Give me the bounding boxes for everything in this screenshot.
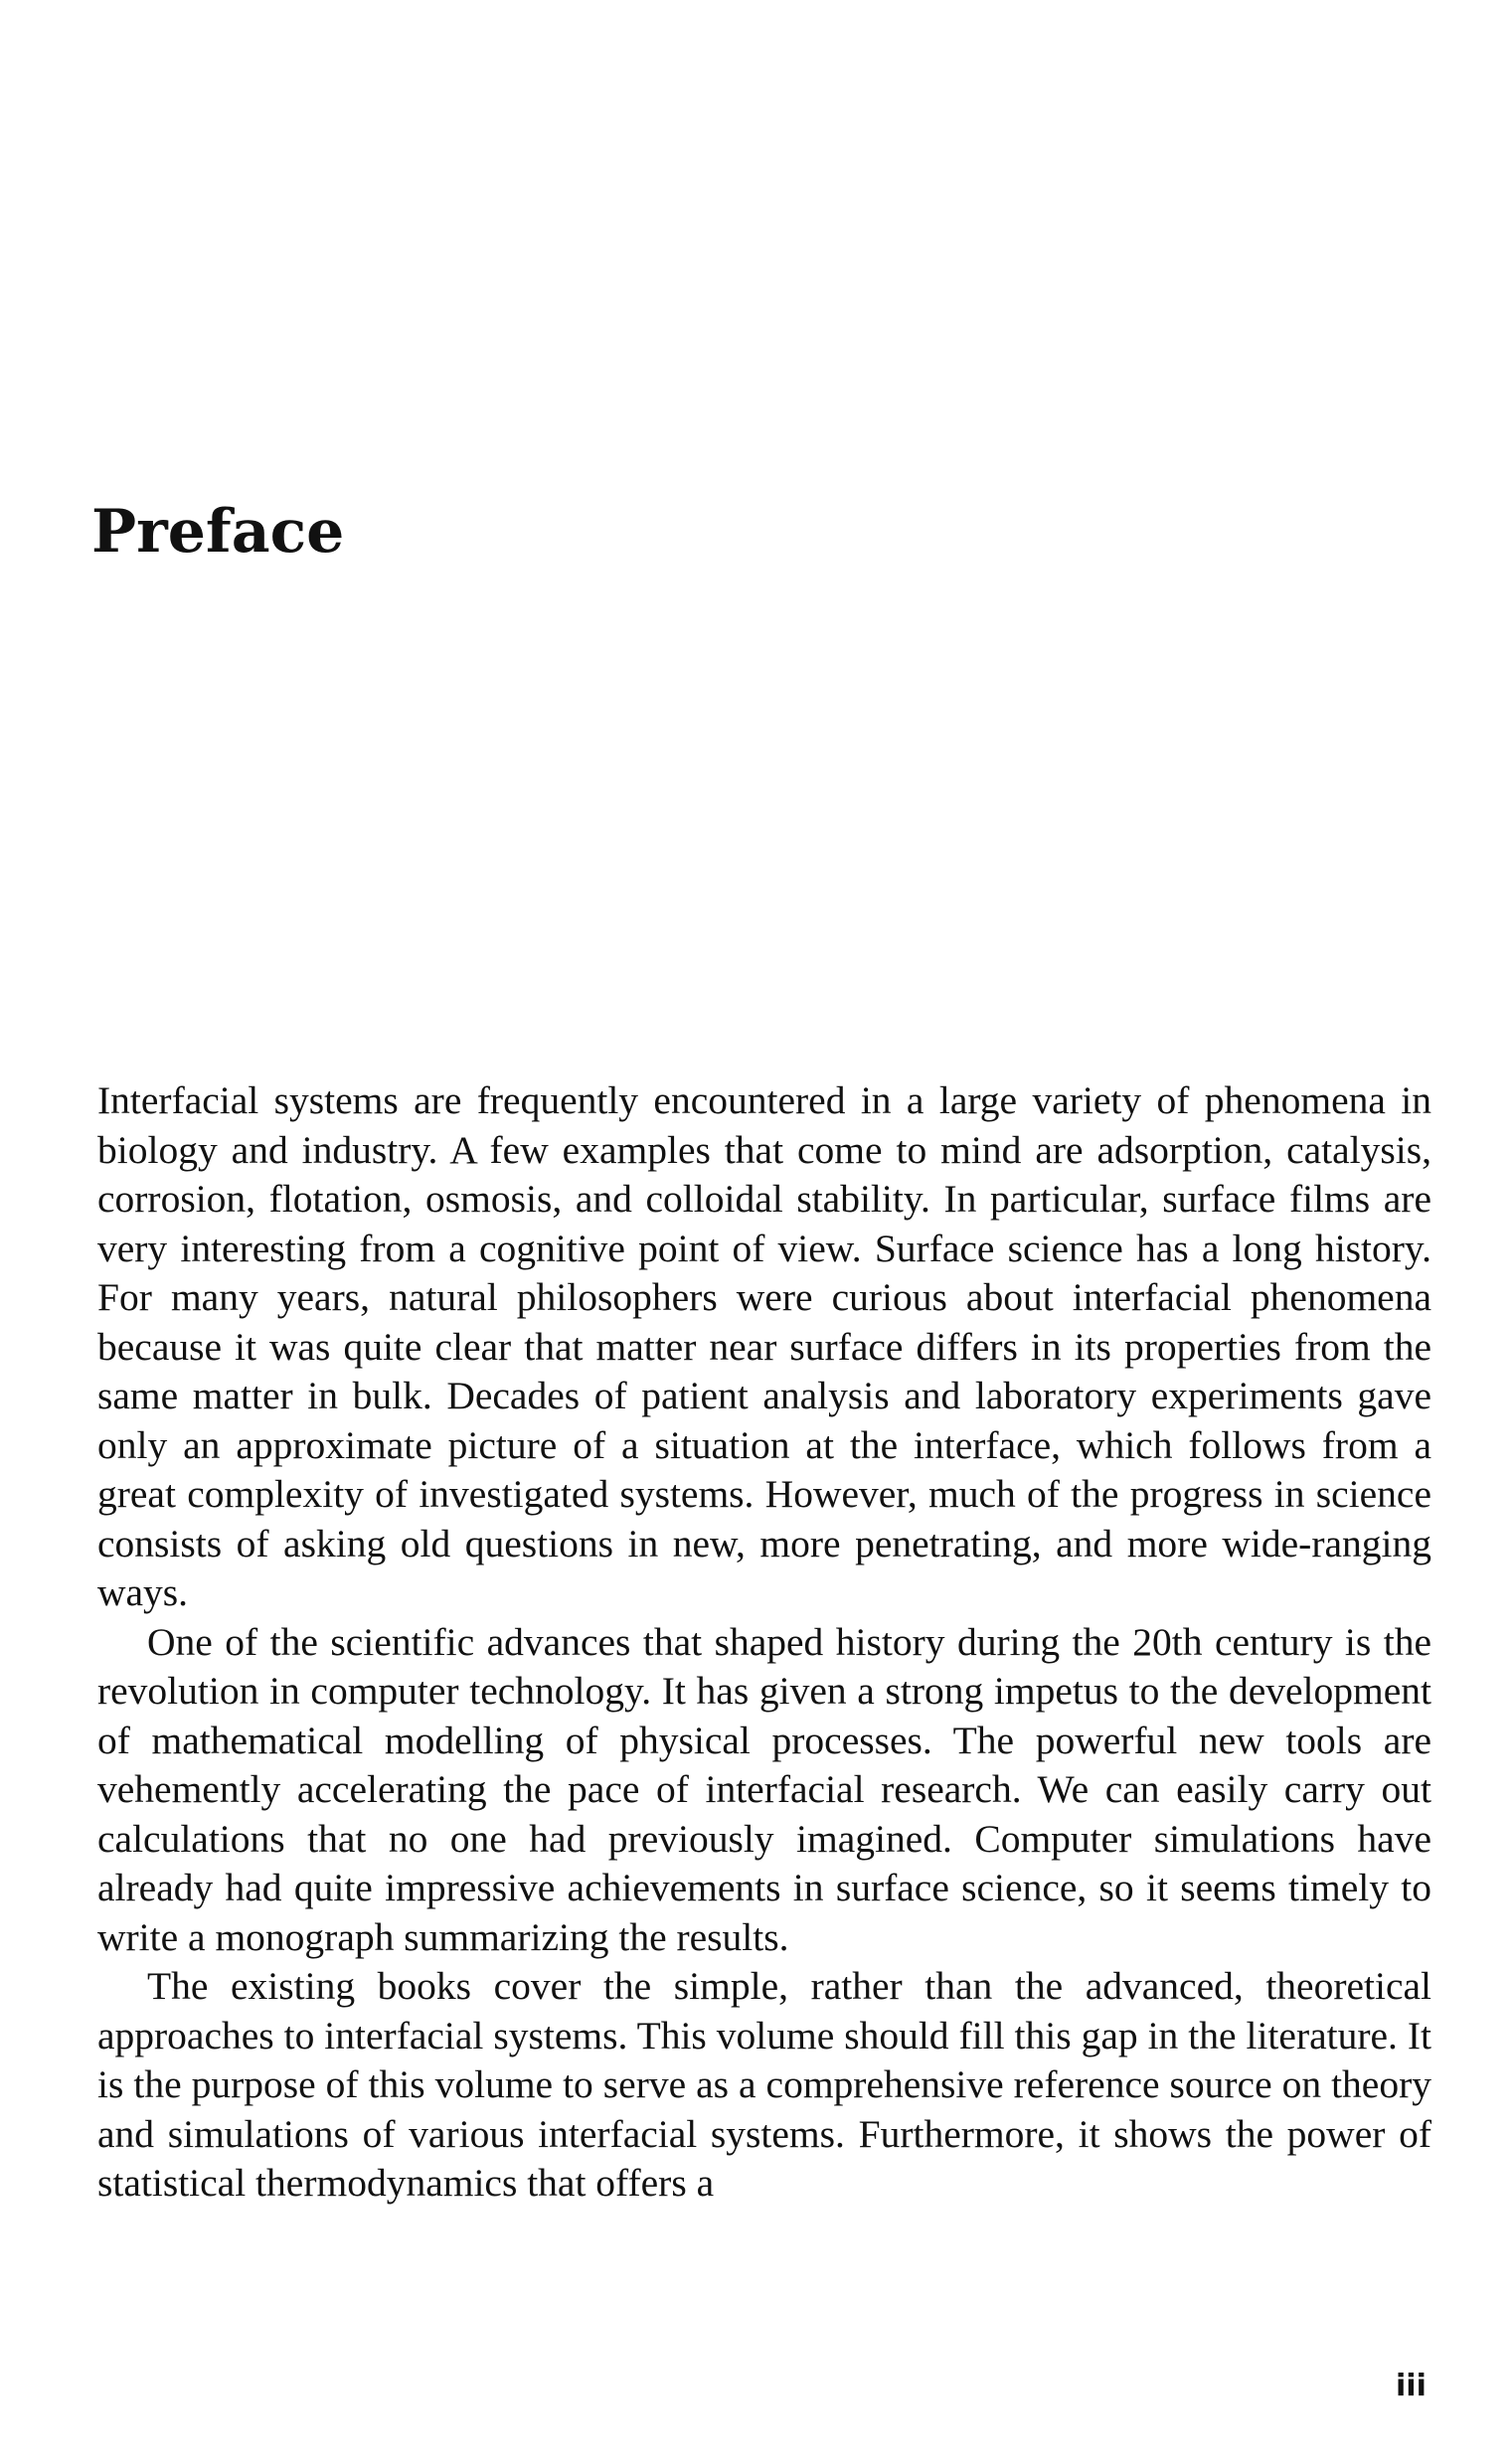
page-number: iii [1396,2369,1427,2403]
paragraph-2: One of the scientific advances that shaped history during the 20th century is the revolution in computer technology. It has given a strong impetus to the development of mathematical modelling of physical processes. The powerful new tools are vehemently accelerating the pace of interfacial research. We can easily carry out calculations that no one had previously imagined. Computer simulations have already had quite impressive achievements in surface science, so it seems timely to write a monograph summarizing the results. [97,1619,1431,1959]
preface-body [97,1076,1431,2209]
paragraph-1: Interfacial systems are frequently encountered in a large variety of phenomena in biology and industry. A few examples that come to mind are adsorption, catalysis, corrosion, flotation, osmosis, and colloidal stability. In particular, surface films are very interesting from a cognitive point of view. Surface science has a long history. For many years, natural philosophers were curious about interfacial phenomena because it was quite clear that matter near surface differs in its properties from the same matter in bulk. Decades of patient analysis and laboratory experiments gave only an approximate picture of a situation at the interface, which follows from a great complexity of investigated systems. However, much of the progress in science consists of asking old questions in new, more penetrating, and more wide-ranging ways. [97,1078,1431,1614]
paragraph-3: The existing books cover the simple, rather than the advanced, theoretical approaches to interfacial systems. This volume should fill this gap in the literature. It is the purpose of this volume to serve as a comprehensive reference source on theory and simulations of various interfacial systems. Furthermore, it shows the power of statistical thermodynamics that offers a [97,1964,1431,2205]
page-title: Preface [91,497,345,567]
